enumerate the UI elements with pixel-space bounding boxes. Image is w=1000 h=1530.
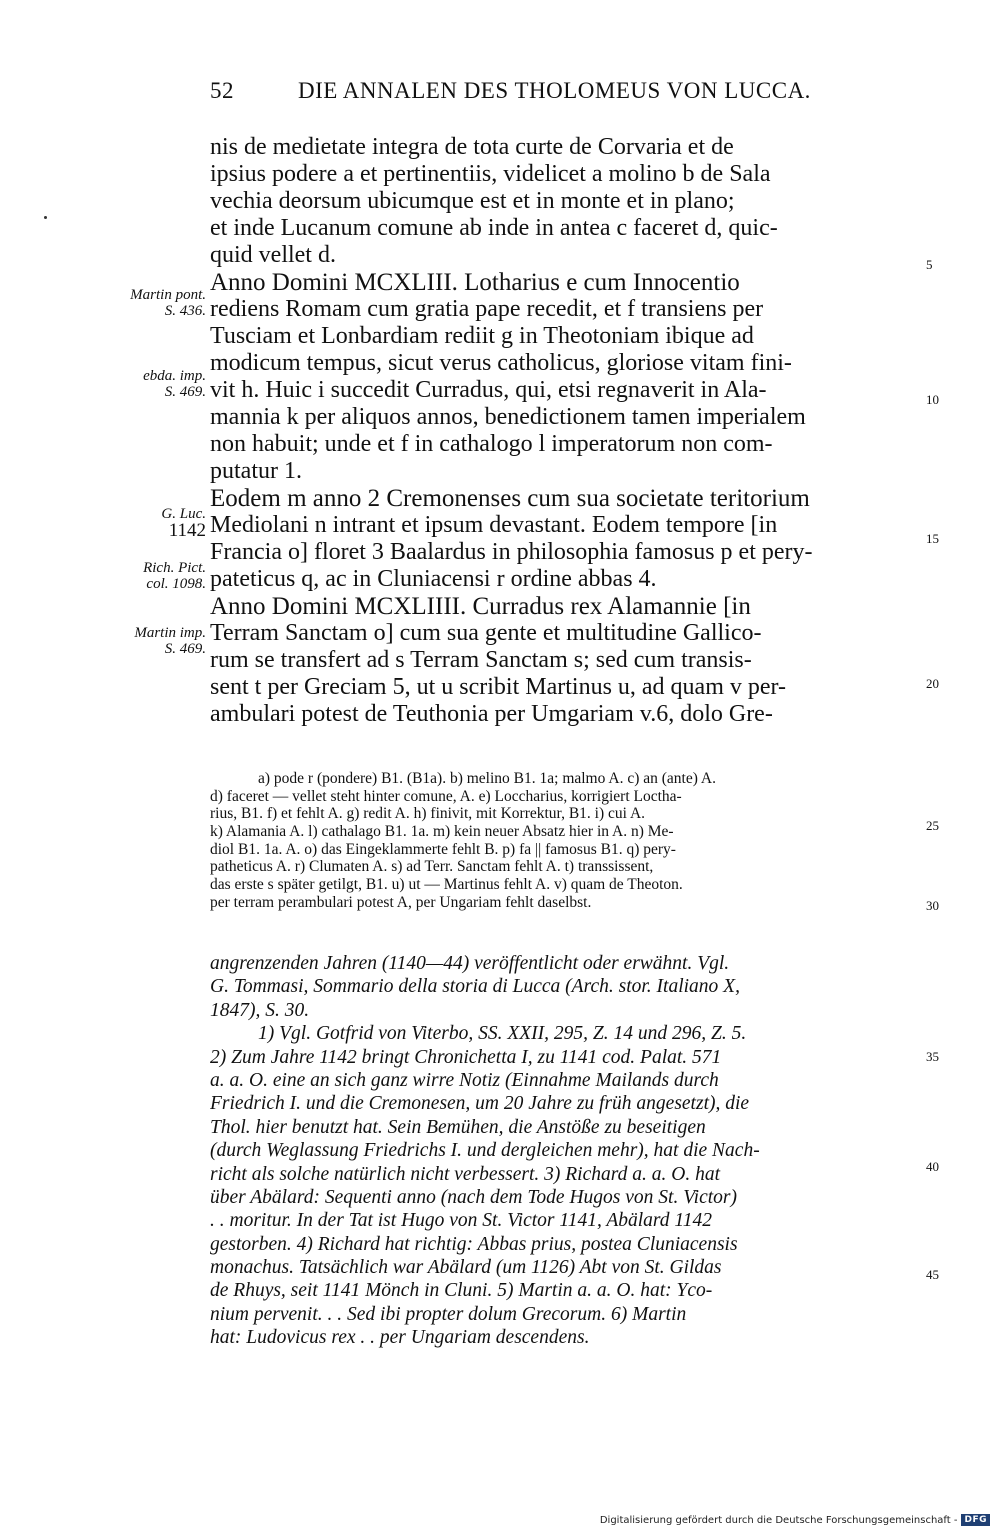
apparatus-line: diol B1. 1a. A. o) das Eingeklammerte fehlt B. p) fa || famosus B1. q) pery- [210, 840, 676, 858]
commentary-line: (durch Weglassung Friedrichs I. und dergleichen mehr), hat die Nach- [210, 1140, 760, 1162]
commentary-line: a. a. O. eine an sich ganz wirre Notiz (Einnahme Mailands durch [210, 1069, 719, 1091]
line-number: 5 [926, 257, 933, 272]
margin-note: S. 469. [164, 641, 206, 657]
main-line: quid vellet d. [210, 242, 336, 268]
apparatus-line: patheticus A. r) Clumaten A. s) ad Terr. Sanctam fehlt A. t) transsissent, [210, 858, 654, 876]
digitization-note: Digitalisierung gefördert durch die Deutsche Forschungsgemeinschaft - [599, 1514, 958, 1526]
margin-note: Martin pont. [130, 287, 206, 303]
main-line: pateticus q, ac in Cluniacensi r ordine abbas 4. [210, 566, 657, 592]
main-line: vechia deorsum ubicumque est et in monte et in plano; [210, 188, 735, 214]
scan-speck [44, 216, 47, 219]
main-line: modicum tempus, sicut verus catholicus, gloriose vitam fini- [210, 350, 792, 376]
commentary-line: nium pervenit. . . Sed ibi propter dolum Grecorum. 6) Martin [210, 1303, 687, 1325]
main-line: ambulari potest de Teuthonia per Umgariam v.6, dolo Gre- [210, 701, 773, 727]
digitization-footer [600, 1514, 990, 1526]
commentary-line: Friedrich I. und die Cremonesen, um 20 Jahre zu früh angesetzt), die [210, 1093, 750, 1115]
main-line: et inde Lucanum comune ab inde in antea c faceret d, quic- [210, 215, 778, 241]
main-line: Eodem m anno 2 Cremonenses cum sua societate teritorium [210, 485, 810, 512]
line-number: 10 [926, 392, 939, 407]
commentary-line: monachus. Tatsächlich war Abälard (um 1126) Abt von St. Gildas [210, 1257, 722, 1279]
apparatus-line: rius, B1. f) et fehlt A. g) redit A. h) finivit, mit Korrektur, B1. i) cui A. [210, 805, 646, 823]
margin-note: col. 1098. [146, 576, 206, 592]
margin-note: ebda. imp. [143, 368, 206, 384]
line-number: 45 [926, 1267, 939, 1282]
dfg-logo: DFG [961, 1514, 990, 1526]
main-line: Francia o] floret 3 Baalardus in philosophia famosus p et pery- [210, 539, 813, 565]
main-line: ipsius podere a et pertinentiis, videlicet a molino b de Sala [210, 161, 771, 187]
margin-note: Rich. Pict. [143, 560, 206, 576]
commentary-line: richt als solche natürlich nicht verbessert. 3) Richard a. a. O. hat [210, 1163, 720, 1185]
main-line: mannia k per aliquos annos, benedictionem tamen imperialem [210, 404, 806, 430]
apparatus-line: das erste s später getilgt, B1. u) ut — Martinus fehlt A. v) quam de Theoton. [210, 876, 683, 894]
main-line: Terram Sanctam o] cum sua gente et multitudine Gallico- [210, 620, 762, 646]
commentary-line: hat: Ludovicus rex . . per Ungariam descendens. [210, 1327, 590, 1349]
main-line: putatur 1. [210, 458, 302, 484]
apparatus-line: d) faceret — vellet steht hinter comune, A. e) Loccharius, korrigiert Loctha- [210, 787, 682, 805]
line-number: 40 [926, 1159, 939, 1174]
margin-note: S. 436. [164, 303, 206, 319]
margin-note: 1142 [168, 520, 206, 541]
apparatus-line: k) Alamania A. l) cathalago B1. 1a. m) kein neuer Absatz hier in A. n) Me- [210, 823, 674, 841]
main-line: nis de medietate integra de tota curte de Corvaria et de [210, 134, 734, 160]
line-number: 35 [926, 1049, 939, 1064]
main-text [210, 134, 916, 728]
commentary-line: angrenzenden Jahren (1140—44) veröffentlicht oder erwähnt. Vgl. [210, 953, 730, 974]
commentary-line: 1847), S. 30. [210, 999, 310, 1021]
line-number: 30 [926, 898, 939, 913]
line-number: 15 [926, 531, 939, 546]
commentary-line: 2) Zum Jahre 1142 bringt Chronichetta I, zu 1141 cod. Palat. 571 [210, 1046, 722, 1068]
commentary-notes [210, 952, 916, 1350]
apparatus-line: per terram perambulari potest A, per Ungariam fehlt daselbst. [210, 893, 592, 911]
main-line: Tusciam et Lonbardiam rediit g in Theotoniam ibique ad [210, 323, 754, 349]
commentary-line: Thol. hier benutzt hat. Sein Bemühen, die Anstöße zu beseitigen [210, 1116, 706, 1138]
line-number: 20 [926, 676, 939, 691]
main-line: non habuit; unde et f in cathalogo l imperatorum non com- [210, 431, 773, 457]
margin-note: S. 469. [164, 384, 206, 400]
main-line-year-heading: Anno Domini MCXLIIII. Curradus rex Alamannie [in [210, 593, 751, 620]
main-line: sent t per Greciam 5, ut u scribit Martinus u, ad quam v per- [210, 674, 787, 700]
line-number: 25 [926, 818, 939, 833]
main-line: rum se transfert ad s Terram Sanctam s; sed cum transis- [210, 647, 752, 673]
critical-apparatus [210, 770, 916, 912]
main-line-year-heading: Anno Domini MCXLIII. Lotharius e cum Innocentio [210, 269, 740, 296]
commentary-line: gestorben. 4) Richard hat richtig: Abbas prius, postea Cluniacensis [210, 1233, 738, 1255]
margin-note: Martin imp. [134, 625, 206, 641]
main-line: vit h. Huic i succedit Curradus, qui, etsi regnaverit in Ala- [210, 377, 767, 403]
commentary-line: de Rhuys, seit 1141 Mönch in Cluni. 5) Martin a. a. O. hat: Yco- [210, 1280, 713, 1302]
apparatus-line: a) pode r (pondere) B1. (B1a). b) melino B1. 1a; malmo A. c) an (ante) A. [258, 770, 716, 787]
commentary-line: über Abälard: Sequenti anno (nach dem Tode Hugos von St. Victor) [210, 1186, 737, 1208]
main-line: Mediolani n intrant et ipsum devastant. Eodem tempore [in [210, 512, 778, 538]
commentary-line: . . moritur. In der Tat ist Hugo von St. Victor 1141, Abälard 1142 [210, 1210, 712, 1232]
commentary-line: G. Tommasi, Sommario della storia di Lucca (Arch. stor. Italiano X, [210, 976, 740, 998]
running-title: DIE ANNALEN DES THOLOMEUS VON LUCCA. [298, 78, 811, 103]
page-number: 52 [210, 78, 234, 103]
commentary-line: 1) Vgl. Gotfrid von Viterbo, SS. XXII, 295, Z. 14 und 296, Z. 5. [258, 1023, 747, 1045]
margin-note: G. Luc. [161, 506, 206, 522]
main-line: rediens Romam cum gratia pape recedit, et f transiens per [210, 296, 764, 322]
